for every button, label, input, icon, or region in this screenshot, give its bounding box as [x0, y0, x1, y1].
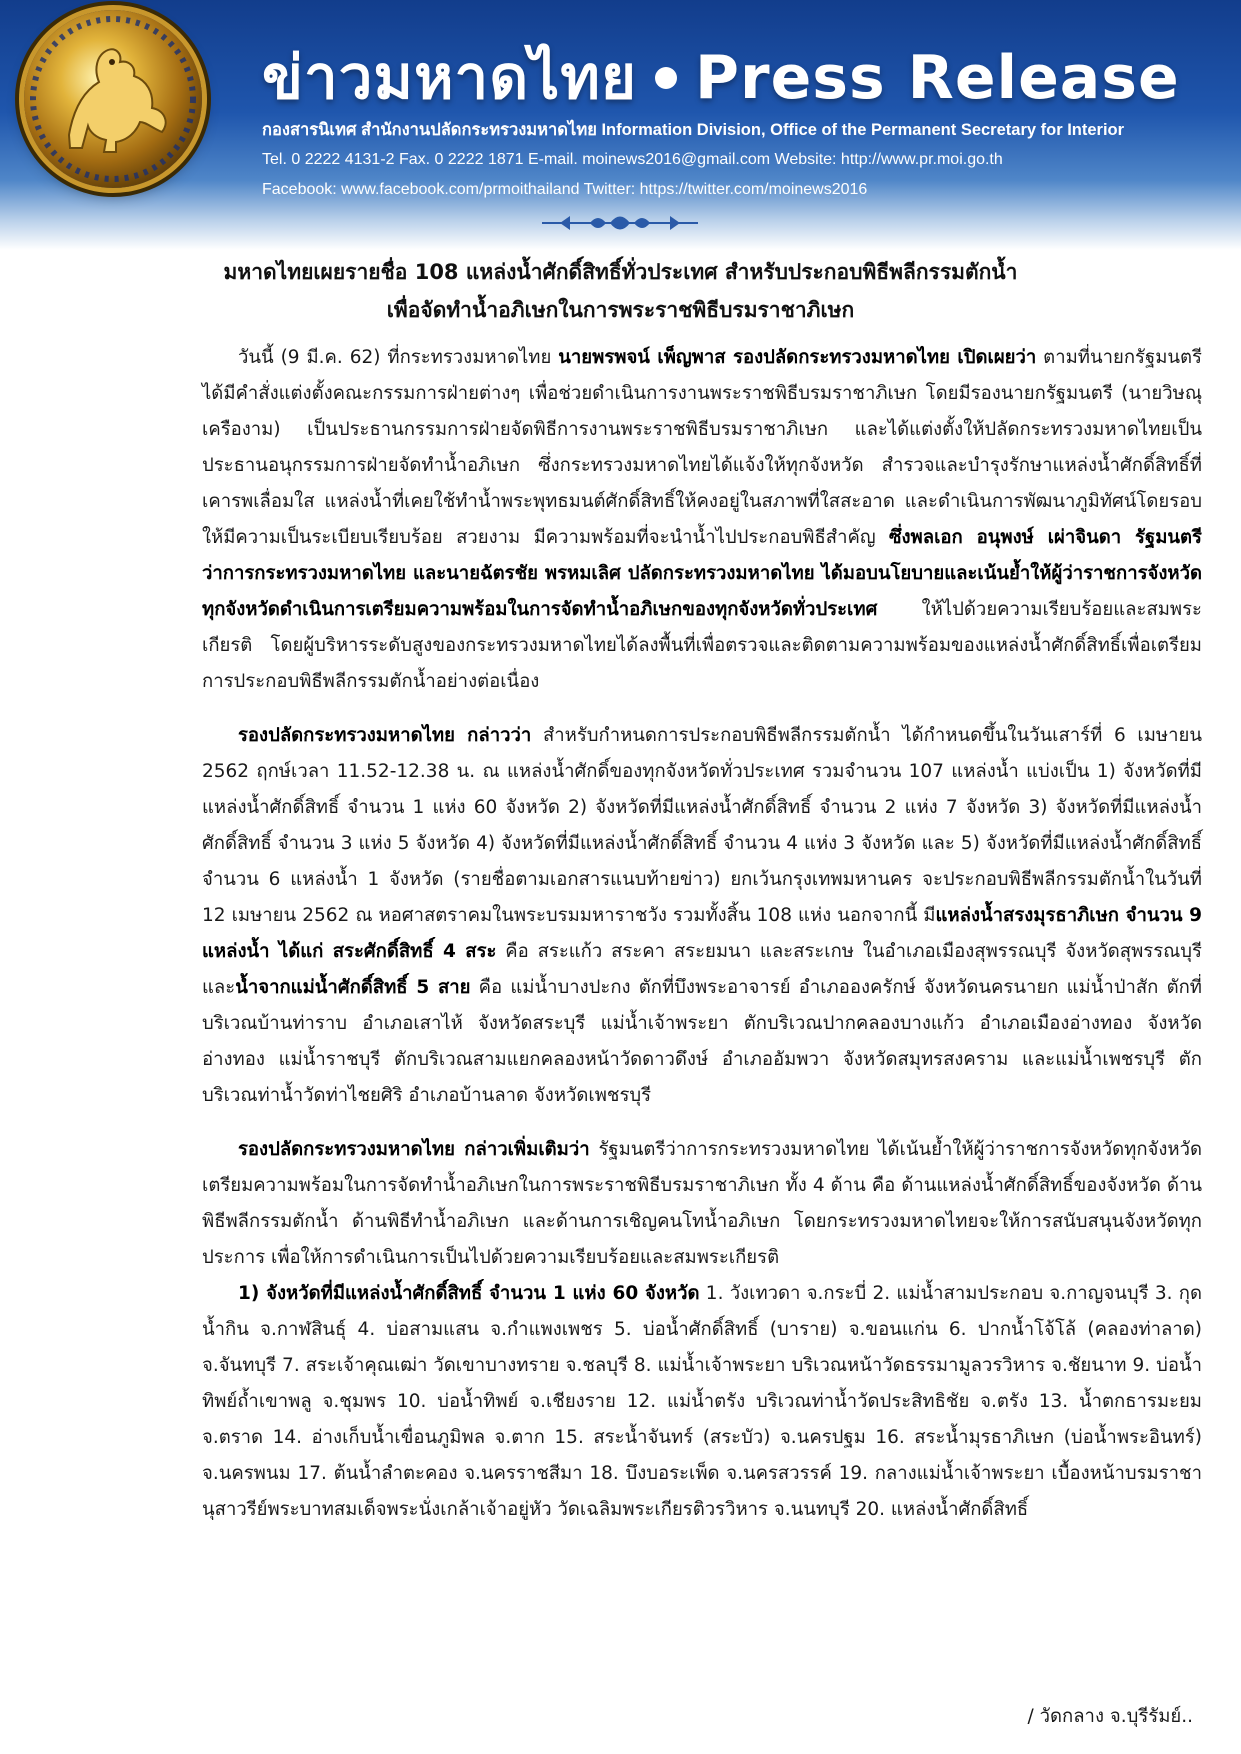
headline-line-1: มหาดไทยเผยรายชื่อ 108 แหล่งน้ำศักดิ์สิทธิ์ทั่วประเทศ สำหรับประกอบพิธีพลีกรรมตักน้ำ	[223, 260, 1018, 284]
paragraph-2	[202, 718, 1202, 1114]
masthead-title	[262, 42, 1180, 114]
p1-bold-2: ซึ่งพลเอก อนุพงษ์ เผ่าจินดา รัฐมนตรีว่าการกระทรวงมหาดไทย และนายฉัตรชัย พรหมเลิศ ปลัดกระทรวงมหาดไทย ได้มอบนโยบายและเน้นย้ำให้ผู้ว่าราชการจังหวัดทุกจังหวัดดำเนินการเตรียมความพร้อมในการจัดทำน้ำอภิเษกของทุกจังหวัดทั่วประเทศ	[202, 527, 1202, 620]
paragraph-3	[202, 1132, 1202, 1276]
masthead-thai: ข่าวมหาดไทย	[262, 43, 638, 113]
p4-text-1: 1. วังเทวดา จ.กระบี่ 2. แม่น้ำสามประกอบ จ.กาญจนบุรี 3. กุดน้ำกิน จ.กาฬสินธุ์ 4. บ่อสามแสน จ.กำแพงเพชร 5. บ่อน้ำศักดิ์สิทธิ์ (บาราย) จ.ขอนแก่น 6. ปากน้ำโจ้โล้ (คลองท่าลาด) จ.จันทบุรี 7. สระเจ้าคุณเฒ่า วัดเขาบางทราย จ.ชลบุรี 8. แม่น้ำเจ้าพระยา บริเวณหน้าวัดธรรมามูลวรวิหาร จ.ชัยนาท 9. บ่อน้ำทิพย์ถ้ำเขาพลู จ.ชุมพร 10. บ่อน้ำทิพย์ จ.เชียงราย 12. แม่น้ำตรัง บริเวณท่าน้ำวัดประสิทธิชัย จ.ตรัง 13. น้ำตกธารมะยม จ.ตราด 14. อ่างเก็บน้ำเขื่อนภูมิพล จ.ตาก 15. สระน้ำจันทร์ (สระบัว) จ.นครปฐม 16. สระน้ำมุรธาภิเษก (บ่อน้ำพระอินทร์) จ.นครพนม 17. ต้นน้ำลำตะคอง จ.นครราชสีมา 18. บึงบอระเพ็ด จ.นครสวรรค์ 19. กลางแม่น้ำเจ้าพระยา เบื้องหน้าบรมราชานุสาวรีย์พระบาทสมเด็จพระนั่งเกล้าเจ้าอยู่หัว วัดเฉลิมพระเกียรติวรวิหาร จ.นนทบุรี 20. แหล่งน้ำศักดิ์สิทธิ์	[202, 1283, 1202, 1520]
p1-text-1: วันนี้ (9 มี.ค. 62) ที่กระทรวงมหาดไทย	[238, 347, 559, 368]
continuation-note: / วัดกลาง จ.บุรีรัมย์..	[1027, 1706, 1193, 1727]
p3-bold-1: รองปลัดกระทรวงมหาดไทย กล่าวเพิ่มเติมว่า	[238, 1139, 590, 1160]
p2-text-2: คือ สระแก้ว สระคา สระยมนา และสระเกษ ในอำเภอเมืองสุพรรณบุรี จังหวัดสุพรรณบุรี และ	[202, 941, 1202, 998]
p2-text-3: คือ แม่น้ำบางปะกง ตักที่บึงพระอาจารย์ อำเภอองครักษ์ จังหวัดนครนายก แม่น้ำป่าสัก ตักที่บริเวณบ้านท่าราบ อำเภอเสาไห้ จังหวัดสระบุรี แม่น้ำเจ้าพระยา ตักบริเวณปากคลองบางแก้ว อำเภอเมืองอ่างทอง จังหวัดอ่างทอง แม่น้ำราชบุรี ตักบริเวณสามแยกคลองหน้าวัดดาวดึงษ์ อำเภออัมพวา จังหวัดสมุทรสงคราม และแม่น้ำเพชรบุรี ตักบริเวณท่าน้ำวัดท่าไชยศิริ อำเภอบ้านลาด จังหวัดเพชรบุรี	[202, 977, 1202, 1106]
p2-text-1: สำหรับกำหนดการประกอบพิธีพลีกรรมตักน้ำ ได้กำหนดขึ้นในวันเสาร์ที่ 6 เมษายน 2562 ฤกษ์เวลา 11.52-12.38 น. ณ แหล่งน้ำศักดิ์ของทุกจังหวัดทั่วประเทศ รวมจำนวน 107 แหล่งน้ำ แบ่งเป็น 1) จังหวัดที่มีแหล่งน้ำศักดิ์สิทธิ์ จำนวน 1 แห่ง 60 จังหวัด 2) จังหวัดที่มีแหล่งน้ำศักดิ์สิทธิ์ จำนวน 2 แห่ง 7 จังหวัด 3) จังหวัดที่มีแหล่งน้ำศักดิ์สิทธิ์ จำนวน 3 แห่ง 5 จังหวัด 4) จังหวัดที่มีแหล่งน้ำศักดิ์สิทธิ์ จำนวน 4 แห่ง 3 จังหวัด และ 5) จังหวัดที่มีแหล่งน้ำศักดิ์สิทธิ์ จำนวน 6 แหล่งน้ำ 1 จังหวัด (รายชื่อตามเอกสารแนบท้ายข่าว) ยกเว้นกรุงเทพมหานคร จะประกอบพิธีพลีกรรมตักน้ำในวันที่ 12 เมษายน 2562 ณ หอศาสตราคมในพระบรมมหาราชวัง รวมทั้งสิ้น 108 แห่ง นอกจากนี้ มี	[202, 725, 1202, 926]
contact-line: Tel. 0 2222 4131-2 Fax. 0 2222 1871 E-mail. moinews2016@gmail.com Website: http://www.pr.moi.go.th	[262, 151, 1003, 168]
divider-ornament-icon	[540, 210, 700, 236]
ministry-seal-icon	[24, 10, 202, 188]
masthead-english: Press Release	[695, 43, 1180, 113]
p1-bold-1: นายพรพจน์ เพ็ญพาส รองปลัดกระทรวงมหาดไทย เปิดเผยว่า	[558, 347, 1037, 368]
paragraph-4	[202, 1276, 1202, 1528]
p2-bold-1: รองปลัดกระทรวงมหาดไทย กล่าวว่า	[238, 725, 532, 746]
p1-text-2: ตามที่นายกรัฐมนตรีได้มีคำสั่งแต่งตั้งคณะกรรมการฝ่ายต่างๆ เพื่อช่วยดำเนินการงานพระราชพิธีบรมราชาภิเษก โดยมีรองนายกรัฐมนตรี (นายวิษณุ เครืองาม) เป็นประธานกรรมการฝ่ายจัดพิธีการงานพระราชพิธีบรมราชาภิเษก และได้แต่งตั้งให้ปลัดกระทรวงมหาดไทยเป็นประธานอนุกรรมการฝ่ายจัดทำน้ำอภิเษก ซึ่งกระทรวงมหาดไทยได้แจ้งให้ทุกจังหวัด สำรวจและบำรุงรักษาแหล่งน้ำศักดิ์สิทธิ์ที่เคารพเลื่อมใส แหล่งน้ำที่เคยใช้ทำน้ำพระพุทธมนต์ศักดิ์สิทธิ์ให้คงอยู่ในสภาพที่ใสสะอาด และดำเนินการพัฒนาภูมิทัศน์โดยรอบ ให้มีความเป็นระเบียบเรียบร้อย สวยงาม มีความพร้อมที่จะนำน้ำไปประกอบพิธีสำคัญ	[202, 347, 1202, 548]
p3-text-1: รัฐมนตรีว่าการกระทรวงมหาดไทย ได้เน้นย้ำให้ผู้ว่าราชการจังหวัดทุกจังหวัด เตรียมความพร้อมในการจัดทำน้ำอภิเษกในการพระราชพิธีบรมราชาภิเษก ทั้ง 4 ด้าน คือ ด้านแหล่งน้ำศักดิ์สิทธิ์ของจังหวัด ด้านพิธีพลีกรรมตักน้ำ ด้านพิธีทำน้ำอภิเษก และด้านการเชิญคนโทน้ำอภิเษก โดยกระทรวงมหาดไทยจะให้การสนับสนุนจังหวัดทุกประการ เพื่อให้การดำเนินการเป็นไปด้วยความเรียบร้อยและสมพระเกียรติ	[202, 1139, 1202, 1268]
p2-bold-3: น้ำจากแม่น้ำศักดิ์สิทธิ์ 5 สาย	[235, 977, 471, 998]
paragraph-1	[202, 340, 1202, 700]
headline-line-2: เพื่อจัดทำน้ำอภิเษกในการพระราชพิธีบรมราชาภิเษก	[386, 298, 855, 322]
social-line: Facebook: www.facebook.com/prmoithailand Twitter: https://twitter.com/moinews2016	[262, 181, 868, 198]
p2-bold-2: แหล่งน้ำสรงมุรธาภิเษก จำนวน 9 แหล่งน้ำ ได้แก่ สระศักดิ์สิทธิ์ 4 สระ	[202, 905, 1202, 962]
article-body	[202, 340, 1202, 1546]
org-line: กองสารนิเทศ สำนักงานปลัดกระทรวงมหาดไทย Information Division, Office of the Permanent Secretary for Interior	[262, 121, 1125, 139]
p1-text-3: ให้ไปด้วยความเรียบร้อยและสมพระเกียรติ โดยผู้บริหารระดับสูงของกระทรวงมหาดไทยได้ลงพื้นที่เพื่อตรวจและติดตามความพร้อมของแหล่งน้ำศักดิ์สิทธิ์เพื่อเตรียมการประกอบพิธีพลีกรรมตักน้ำอย่างต่อเนื่อง	[202, 599, 1202, 692]
bullet-dot-icon	[655, 67, 677, 89]
p4-bold-1: 1) จังหวัดที่มีแหล่งน้ำศักดิ์สิทธิ์ จำนวน 1 แห่ง 60 จังหวัด	[238, 1283, 700, 1304]
header-band	[0, 0, 1241, 250]
